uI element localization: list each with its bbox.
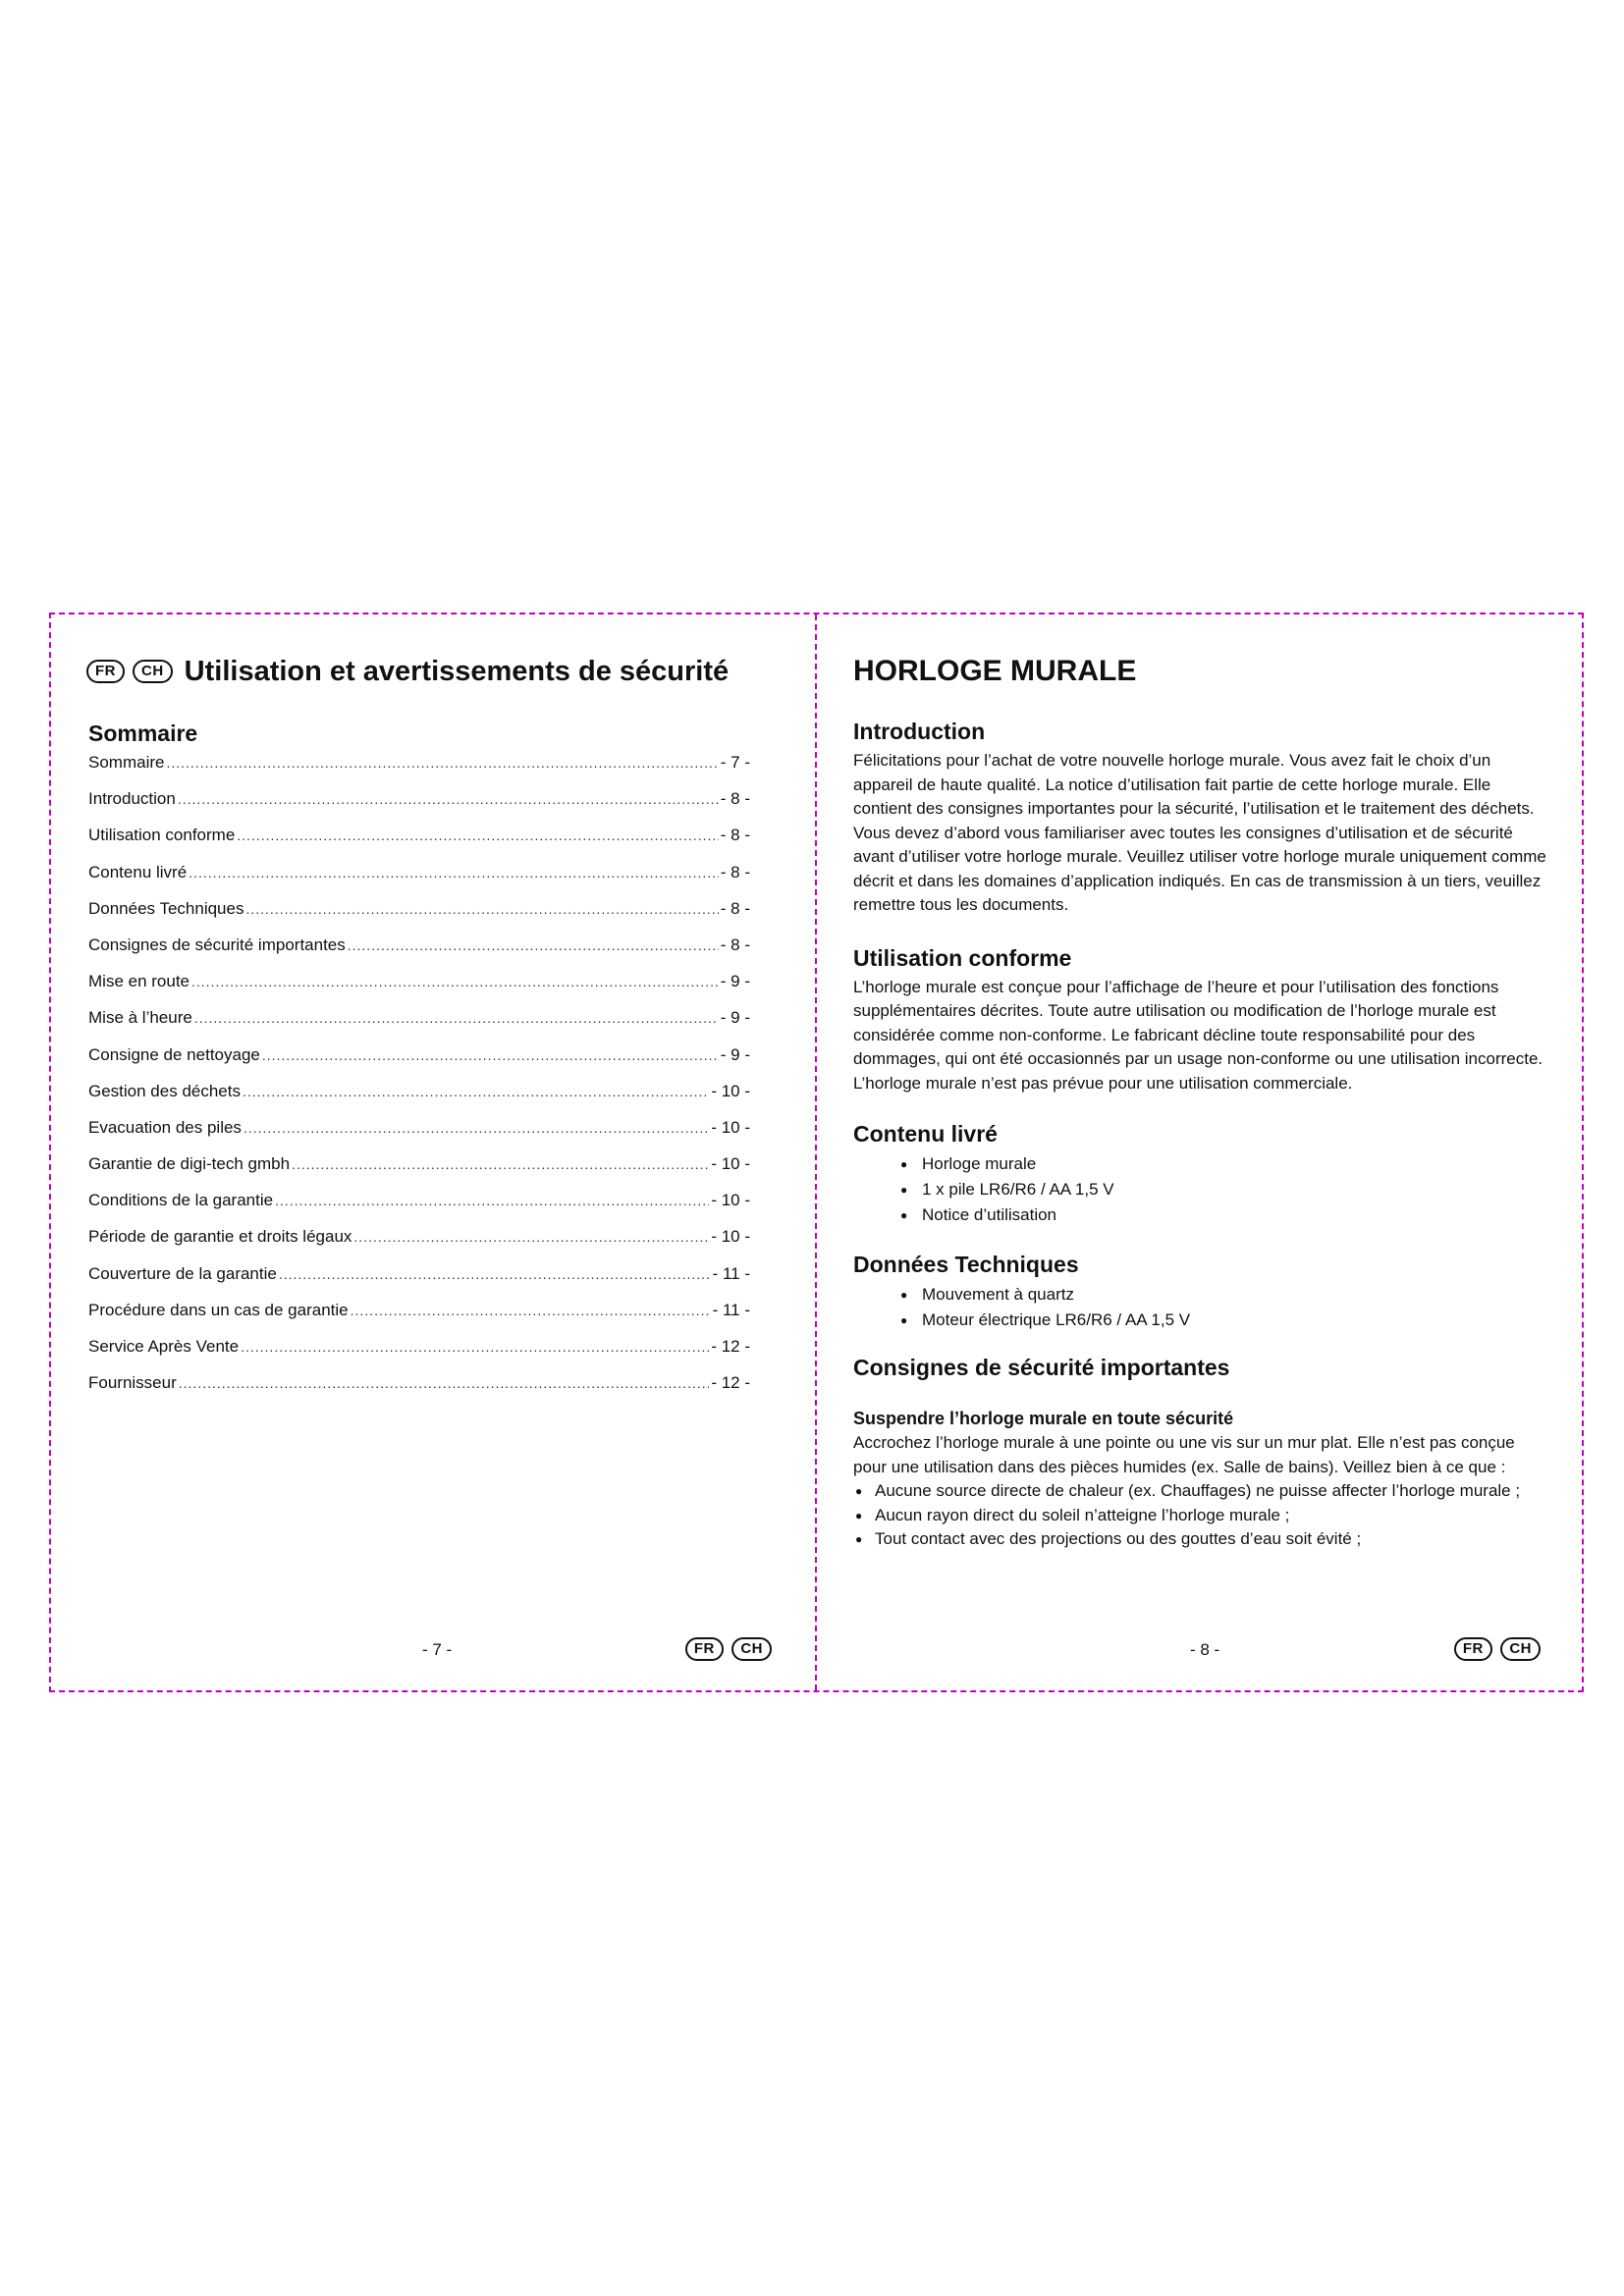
toc-leader-dots — [262, 1047, 719, 1063]
toc-label: Mise en route — [88, 972, 189, 991]
toc-label: Contenu livré — [88, 862, 188, 881]
ch-badge: CH — [1500, 1637, 1541, 1661]
toc-leader-dots — [351, 1303, 711, 1318]
toc-leader-dots — [245, 901, 718, 917]
toc-row — [88, 826, 750, 862]
toc-label: Introduction — [88, 789, 176, 809]
consignes-heading: Consignes de sécurité importantes — [853, 1355, 1230, 1380]
toc-label: Mise à l’heure — [88, 1008, 192, 1028]
left-page-header — [86, 650, 750, 693]
right-page — [817, 614, 1584, 1690]
toc-label: Fournisseur — [88, 1373, 177, 1393]
toc-label: Sommaire — [88, 753, 165, 772]
left-page-footer — [51, 1635, 815, 1665]
toc-label: Procédure dans un cas de garantie — [88, 1300, 349, 1319]
toc-leader-dots — [237, 828, 718, 843]
toc-row — [88, 1045, 750, 1082]
toc-leader-dots — [178, 791, 719, 807]
list-item: ● Tout contact avec des projections ou des gouttes d’eau soit évité ; — [853, 1527, 1550, 1552]
list-item: ● 1 x pile LR6/R6 / AA 1,5 V — [900, 1177, 1550, 1202]
toc-page: - 9 - — [720, 972, 750, 991]
toc-label: Données Techniques — [88, 898, 244, 918]
page-title: Utilisation et avertissements de sécurité — [184, 655, 730, 687]
toc-leader-dots — [243, 1084, 709, 1099]
toc-page: - 12 - — [711, 1373, 750, 1393]
list-item: ● Horloge murale — [900, 1151, 1550, 1177]
left-page — [51, 614, 815, 1690]
toc-page: - 10 - — [711, 1081, 750, 1100]
introduction-text: Félicitations pour l’achat de votre nouvelle horloge murale. Vous avez fait le choix d’un appareil de haute qualité. La notice d’utilisation fait partie de cette horloge murale. Elle contient des consignes importantes pour la sécurité, l’utilisation et le traitement des déchets. Vous devez d’abord vous familiariser avec toutes les consignes d’utilisation et de sécurité avant d’utiliser votre horloge murale. Veuillez utiliser votre horloge murale uniquement comme décrit et dans les domaines d’application indiqués. En cas de transmission à un tiers, veuillez remettre tous les documents. — [853, 751, 1546, 914]
toc-leader-dots — [179, 1375, 710, 1391]
toc-leader-dots — [189, 865, 719, 881]
toc-page: - 8 - — [720, 789, 750, 809]
toc-leader-dots — [191, 974, 719, 989]
toc-leader-dots — [166, 755, 718, 771]
toc-page: - 7 - — [720, 753, 750, 772]
utilisation-section — [853, 945, 1550, 1096]
toc-leader-dots — [241, 1339, 709, 1355]
toc-page: - 8 - — [720, 826, 750, 845]
toc-page: - 9 - — [720, 1008, 750, 1028]
toc-row — [88, 1118, 750, 1154]
donnees-heading: Données Techniques — [853, 1252, 1079, 1277]
toc-page: - 8 - — [720, 898, 750, 918]
ch-badge: CH — [133, 660, 173, 683]
toc-page: - 9 - — [720, 1044, 750, 1064]
list-item: ● Mouvement à quartz — [900, 1282, 1550, 1308]
toc-label: Consigne de nettoyage — [88, 1044, 260, 1064]
toc-leader-dots — [275, 1193, 709, 1208]
introduction-section — [853, 719, 1550, 918]
utilisation-text: L’horloge murale est conçue pour l’affichage de l’heure et pour l’utilisation des fonctions supplémentaires décrites. Toute autre utilisation ou modification de l’horloge murale est considérée comme non-conforme. Le fabricant décline toute responsabilité pour des dommages, qui ont été occasionnés par un usage non-conforme ou une utilisation incorrecte. L’horloge murale n’est pas prévue pour une utilisation commerciale. — [853, 977, 1543, 1093]
fr-badge: FR — [1454, 1637, 1492, 1661]
toc-page: - 10 - — [711, 1154, 750, 1174]
toc-row — [88, 863, 750, 899]
toc-page: - 12 - — [711, 1337, 750, 1356]
right-page-footer — [817, 1635, 1584, 1665]
toc-page: - 11 - — [712, 1263, 750, 1283]
toc-page: - 8 - — [720, 862, 750, 881]
toc-label: Utilisation conforme — [88, 826, 236, 845]
donnees-list — [853, 1282, 1550, 1333]
sommaire-title: Sommaire — [88, 721, 198, 746]
toc-label: Couverture de la garantie — [88, 1263, 277, 1283]
toc-leader-dots — [348, 937, 719, 953]
list-item: ● Notice d’utilisation — [900, 1202, 1550, 1228]
manual-spread — [49, 613, 1584, 1692]
toc-row — [88, 789, 750, 826]
toc-row — [88, 972, 750, 1008]
table-of-contents — [86, 753, 750, 1410]
contenu-heading: Contenu livré — [853, 1121, 998, 1147]
toc-row — [88, 1264, 750, 1301]
consignes-text: Accrochez l’horloge murale à une pointe ou une vis sur un mur plat. Elle n’est pas conçue pour une utilisation dans des pièces humides (ex. Salle de bains). Veillez bien à ce que : — [853, 1433, 1515, 1476]
toc-row — [88, 1227, 750, 1263]
toc-row — [88, 753, 750, 789]
toc-label: Service Après Vente — [88, 1337, 240, 1356]
toc-row — [88, 1373, 750, 1410]
utilisation-heading: Utilisation conforme — [853, 944, 1072, 971]
toc-label: Garantie de digi-tech gmbh — [88, 1154, 291, 1174]
list-item: ● Aucun rayon direct du soleil n’atteigne l’horloge murale ; — [853, 1504, 1550, 1528]
consignes-section — [853, 1355, 1550, 1552]
fr-badge: FR — [86, 660, 125, 683]
toc-row — [88, 1337, 750, 1373]
toc-leader-dots — [353, 1229, 709, 1245]
toc-row — [88, 1191, 750, 1227]
ch-badge: CH — [731, 1637, 772, 1661]
toc-leader-dots — [292, 1156, 709, 1172]
toc-label: Consignes de sécurité importantes — [88, 934, 346, 954]
contenu-list — [853, 1151, 1550, 1228]
footer-badges — [681, 1637, 772, 1661]
consignes-subheading: Suspendre l’horloge murale en toute sécurité — [853, 1409, 1234, 1428]
toc-label: Evacuation des piles — [88, 1117, 242, 1137]
toc-row — [88, 1301, 750, 1337]
list-item: ● Aucune source directe de chaleur (ex. Chauffages) ne puisse affecter l’horloge murale ; — [853, 1479, 1550, 1504]
footer-badges — [1450, 1637, 1541, 1661]
toc-leader-dots — [279, 1266, 711, 1282]
product-title: HORLOGE MURALE — [853, 655, 1137, 687]
toc-label: Période de garantie et droits légaux — [88, 1227, 352, 1247]
toc-label: Conditions de la garantie — [88, 1191, 274, 1210]
toc-row — [88, 1154, 750, 1191]
consignes-list — [853, 1479, 1550, 1552]
toc-row — [88, 899, 750, 935]
page-number: - 7 - — [422, 1640, 453, 1659]
toc-page: - 10 - — [711, 1117, 750, 1137]
contenu-section — [853, 1121, 1550, 1228]
fr-badge: FR — [685, 1637, 724, 1661]
toc-page: - 11 - — [712, 1300, 750, 1319]
toc-row — [88, 1082, 750, 1118]
introduction-heading: Introduction — [853, 719, 986, 744]
toc-leader-dots — [194, 1010, 719, 1026]
toc-leader-dots — [244, 1120, 709, 1136]
list-item: ● Moteur électrique LR6/R6 / AA 1,5 V — [900, 1308, 1550, 1333]
toc-row — [88, 935, 750, 972]
toc-page: - 10 - — [711, 1191, 750, 1210]
toc-page: - 8 - — [720, 934, 750, 954]
toc-page: - 10 - — [711, 1227, 750, 1247]
toc-label: Gestion des déchets — [88, 1081, 241, 1100]
page-number: - 8 - — [1190, 1640, 1220, 1659]
toc-row — [88, 1008, 750, 1044]
donnees-section — [853, 1252, 1550, 1333]
